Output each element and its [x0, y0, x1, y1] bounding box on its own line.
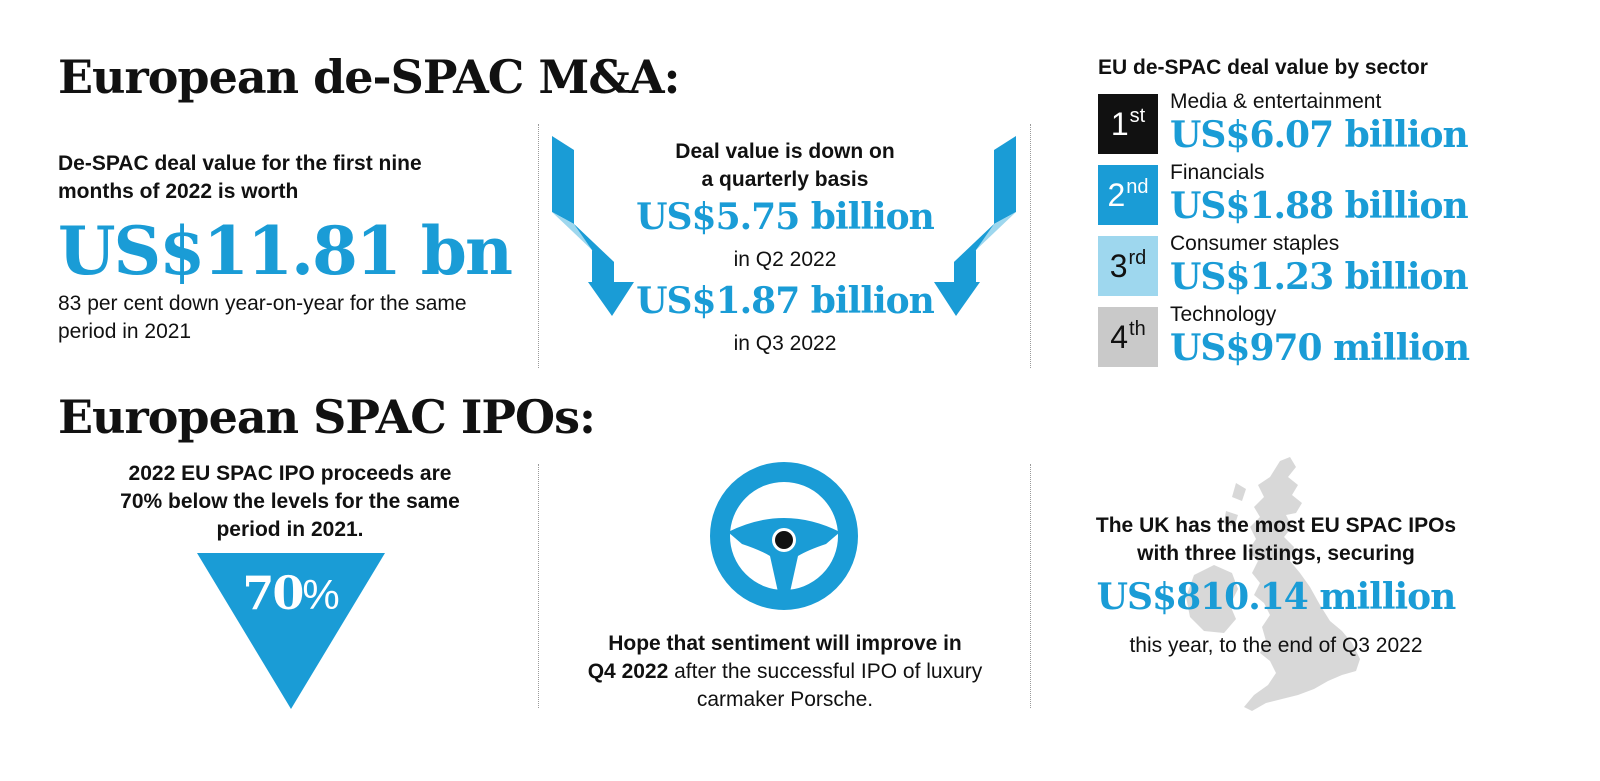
quarterly-heading — [620, 138, 950, 194]
rank-badge-2 — [1098, 165, 1158, 225]
rank-suffix: th — [1129, 317, 1146, 340]
quarterly-heading-line1: Deal value is down on — [675, 140, 895, 163]
divider — [1030, 464, 1031, 708]
rank-suffix: rd — [1128, 246, 1147, 269]
sector-list-title: EU de-SPAC deal value by sector — [1098, 56, 1428, 79]
sector-name: Financials — [1170, 161, 1265, 184]
triangle-percent — [197, 566, 385, 620]
sentiment-text — [555, 630, 1015, 714]
sector-name: Consumer staples — [1170, 232, 1340, 255]
deal-value-note: 83 per cent down year-on-year for the same period in 2021 — [58, 292, 467, 343]
rank-number: 4 — [1110, 318, 1129, 355]
sentiment-line-3: carmaker Porsche. — [696, 688, 874, 711]
rank-badge-3 — [1098, 236, 1158, 296]
uk-text — [1050, 512, 1502, 568]
proceeds-line-3: period in 2021. — [216, 518, 364, 541]
rank-badge-1 — [1098, 94, 1158, 154]
uk-value: US$810.14 million — [1096, 576, 1456, 618]
q3-label: in Q3 2022 — [733, 332, 837, 355]
ma-section-title: European de-SPAC M&A: — [58, 50, 680, 104]
proceeds-line-2: 70% below the levels for the same — [120, 490, 460, 513]
triangle-unit: % — [302, 571, 340, 618]
sector-value: US$6.07 billion — [1170, 114, 1468, 156]
sector-name: Media & entertainment — [1170, 90, 1382, 113]
triangle-value: 70 — [242, 566, 303, 620]
rank-number: 1 — [1110, 105, 1129, 142]
quarterly-heading-line2: a quarterly basis — [701, 168, 869, 191]
divider — [538, 124, 539, 368]
sector-value: US$1.23 billion — [1170, 256, 1468, 298]
rank-number: 3 — [1109, 247, 1128, 284]
deal-value-intro: De-SPAC deal value for the first nine months of 2022 is worth — [58, 152, 422, 203]
rank-badge-4 — [1098, 307, 1158, 367]
divider — [538, 464, 539, 708]
down-arrow-icon — [930, 132, 1020, 320]
rank-suffix: st — [1129, 104, 1146, 127]
uk-line-2: with three listings, securing — [1137, 542, 1415, 565]
rank-number: 2 — [1107, 176, 1126, 213]
deal-value-total: US$11.81 bn — [58, 212, 511, 290]
ipo-section-title: European SPAC IPOs: — [58, 390, 595, 444]
sector-value: US$970 million — [1170, 327, 1470, 369]
divider — [1030, 124, 1031, 368]
sentiment-line-1: Hope that sentiment will improve in — [608, 632, 962, 655]
rank-suffix: nd — [1126, 175, 1149, 198]
q3-value: US$1.87 billion — [636, 280, 934, 322]
uk-note: this year, to the end of Q3 2022 — [1129, 634, 1423, 657]
steering-wheel-icon — [708, 460, 860, 612]
sector-name: Technology — [1170, 303, 1277, 326]
q2-label: in Q2 2022 — [733, 248, 837, 271]
sentiment-bold-quarter: Q4 2022 — [587, 660, 669, 683]
q2-value: US$5.75 billion — [636, 196, 934, 238]
proceeds-line-1: 2022 EU SPAC IPO proceeds are — [128, 462, 452, 485]
sentiment-rest: after the successful IPO of luxury — [668, 660, 983, 683]
uk-line-1: The UK has the most EU SPAC IPOs — [1095, 514, 1457, 537]
sector-value: US$1.88 billion — [1170, 185, 1468, 227]
sentiment-line-2 — [555, 658, 1015, 686]
proceeds-text — [70, 460, 510, 544]
